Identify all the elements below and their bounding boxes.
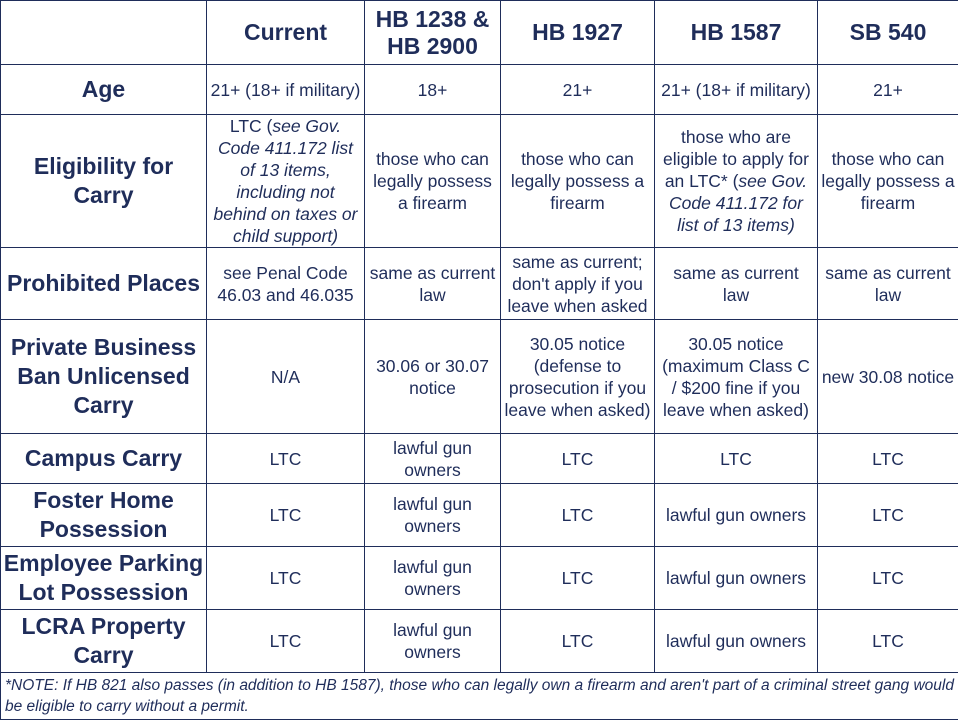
table-cell: 21+ (501, 65, 655, 115)
cell-text: those who are eligible to apply for an LTC* ( (663, 127, 809, 191)
table-cell: same as current law (655, 248, 818, 320)
table-cell: LTC (818, 610, 958, 673)
table-cell: 21+ (18+ if military) (207, 65, 365, 115)
row-header-campus-carry: Campus Carry (1, 434, 207, 484)
table-cell: LTC (501, 434, 655, 484)
table-cell: same as current; don't apply if you leave when asked (501, 248, 655, 320)
table-row-campus-carry (1, 434, 958, 484)
table-cell: lawful gun owners (365, 434, 501, 484)
footnote-row (1, 673, 958, 720)
table-cell: LTC (655, 434, 818, 484)
table-cell: 30.06 or 30.07 notice (365, 320, 501, 434)
row-header-private-business: Private Business Ban Unlicensed Carry (1, 320, 207, 434)
table-cell: 18+ (365, 65, 501, 115)
table-cell: LTC (207, 434, 365, 484)
table-row-foster-home (1, 484, 958, 547)
table-cell: lawful gun owners (365, 610, 501, 673)
table-cell: those who can legally possess a firearm (818, 115, 958, 248)
table-cell: LTC (207, 547, 365, 610)
table-row-prohibited-places (1, 248, 958, 320)
table-cell: 21+ (818, 65, 958, 115)
table-row-private-business (1, 320, 958, 434)
row-header-prohibited-places: Prohibited Places (1, 248, 207, 320)
column-header-hb1587: HB 1587 (655, 1, 818, 65)
table-cell: 30.05 notice (maximum Class C / $200 fine if you leave when asked) (655, 320, 818, 434)
table-cell: N/A (207, 320, 365, 434)
table-cell: LTC (501, 610, 655, 673)
column-header-hb1927: HB 1927 (501, 1, 655, 65)
corner-cell (1, 1, 207, 65)
table-cell: LTC (207, 484, 365, 547)
header-row (1, 1, 958, 65)
table-cell: those who can legally possess a firearm (365, 115, 501, 248)
table-cell: lawful gun owners (655, 484, 818, 547)
table-cell: 30.05 notice (defense to prosecution if you leave when asked) (501, 320, 655, 434)
table-cell: lawful gun owners (655, 610, 818, 673)
table-cell: LTC (207, 610, 365, 673)
table-row-lcra-property (1, 610, 958, 673)
table-row-eligibility (1, 115, 958, 248)
table-cell: same as current law (365, 248, 501, 320)
table-cell: lawful gun owners (655, 547, 818, 610)
table-cell (207, 115, 365, 248)
table-cell (655, 115, 818, 248)
table-cell: same as current law (818, 248, 958, 320)
row-header-eligibility: Eligibility for Carry (1, 115, 207, 248)
table-cell: 21+ (18+ if military) (655, 65, 818, 115)
table-row-employee-parking (1, 547, 958, 610)
table-cell: LTC (501, 484, 655, 547)
column-header-hb1238-hb2900: HB 1238 & HB 2900 (365, 1, 501, 65)
footnote: *NOTE: If HB 821 also passes (in addition to HB 1587), those who can legally own a firearm and aren't part of a criminal street gang would be eligible to carry without a permit. (1, 673, 958, 720)
cell-text: LTC ( (230, 116, 272, 136)
table-row-age (1, 65, 958, 115)
cell-text-italic: see Gov. Code 411.172 list of 13 items, including not behind on taxes or child support) (214, 116, 358, 246)
row-header-age: Age (1, 65, 207, 115)
table-cell: LTC (818, 547, 958, 610)
table-cell: lawful gun owners (365, 547, 501, 610)
table-cell: new 30.08 notice (818, 320, 958, 434)
table-cell: see Penal Code 46.03 and 46.035 (207, 248, 365, 320)
table-cell: LTC (818, 484, 958, 547)
table-cell: LTC (818, 434, 958, 484)
table-cell: LTC (501, 547, 655, 610)
column-header-sb540: SB 540 (818, 1, 958, 65)
table-cell: lawful gun owners (365, 484, 501, 547)
cell-text-italic: see Gov. Code 411.172 for list of 13 items) (669, 171, 807, 235)
row-header-foster-home: Foster Home Possession (1, 484, 207, 547)
row-header-employee-parking: Employee Parking Lot Possession (1, 547, 207, 610)
column-header-current: Current (207, 1, 365, 65)
row-header-lcra-property: LCRA Property Carry (1, 610, 207, 673)
table-cell: those who can legally possess a firearm (501, 115, 655, 248)
